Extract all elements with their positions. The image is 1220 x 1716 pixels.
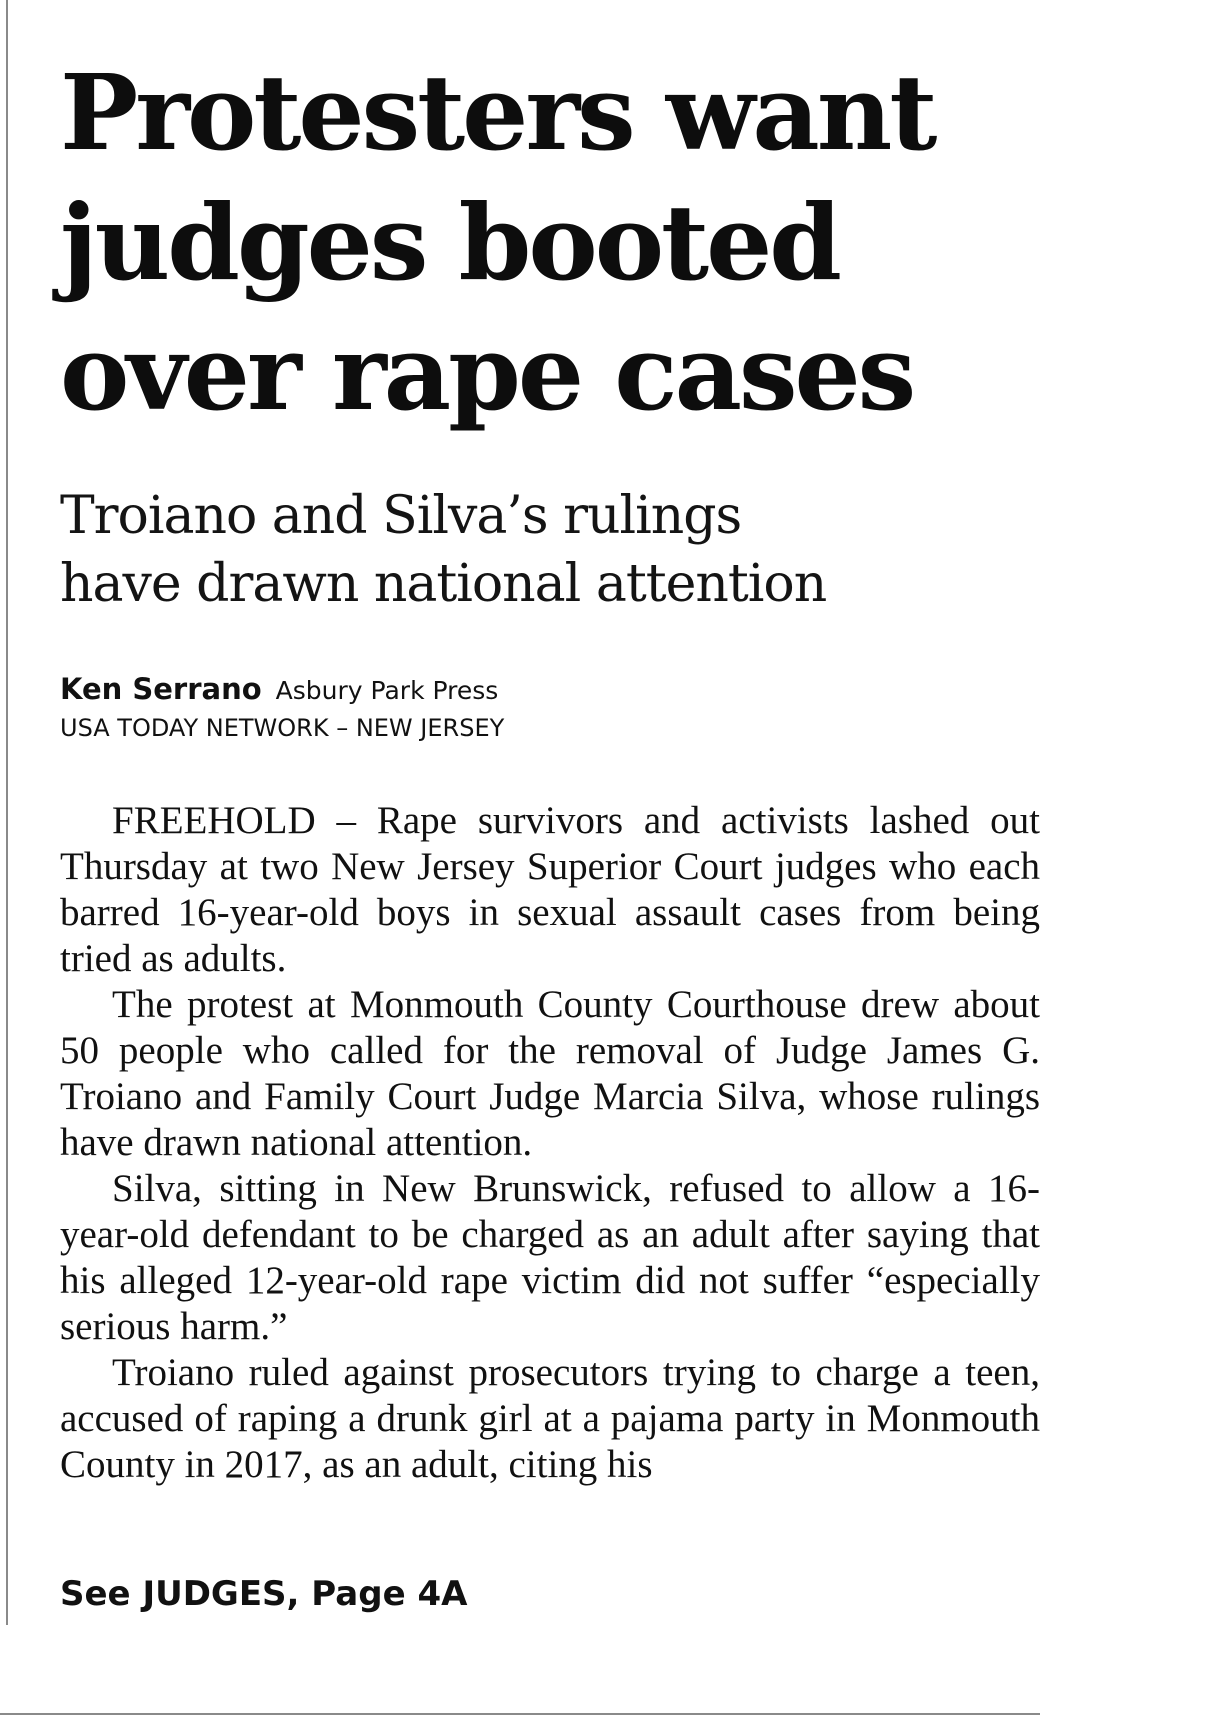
outlet-name: Asbury Park Press: [275, 676, 499, 705]
body-paragraph: Silva, sitting in New Brunswick, refused to allow a 16-year-old defendant to be charged as an adult after saying that his alleged 12-year-old rape victim did not suffer “especially serious harm.”: [60, 1167, 1040, 1348]
author-name: Ken Serrano: [60, 672, 262, 706]
subheadline-line: Troiano and Silva’s rulings: [60, 486, 742, 546]
subheadline: [60, 482, 1040, 618]
bottom-rule: [0, 1713, 1040, 1715]
article-body: [60, 798, 1040, 1488]
headline-line: Protesters want: [60, 51, 935, 174]
body-paragraph: FREEHOLD – Rape survivors and activists lashed out Thursday at two New Jersey Superior Court judges who each barred 16-year-old boys in sexual assault cases from being tried as adults.: [60, 799, 1040, 980]
byline: [60, 672, 1040, 706]
jump-line-link[interactable]: See JUDGES, Page 4A: [60, 1574, 468, 1614]
article: [60, 48, 1040, 1488]
body-paragraph: The protest at Monmouth County Courthouse drew about 50 people who called for the removal of Judge James G. Troiano and Family Court Judge Marcia Silva, whose rulings have drawn national attention.: [60, 983, 1040, 1164]
headline-line: over rape cases: [60, 311, 914, 434]
network-credit: USA TODAY NETWORK – NEW JERSEY: [60, 714, 505, 742]
body-paragraph: Troiano ruled against prosecutors trying to charge a teen, accused of raping a drunk girl at a pajama party in Monmouth County in 2017, as an adult, citing his: [60, 1351, 1040, 1486]
headline-line: judges booted: [60, 181, 839, 304]
left-column-rule: [6, 0, 8, 1625]
headline: [60, 48, 1040, 438]
subheadline-line: have drawn national attention: [60, 554, 827, 614]
